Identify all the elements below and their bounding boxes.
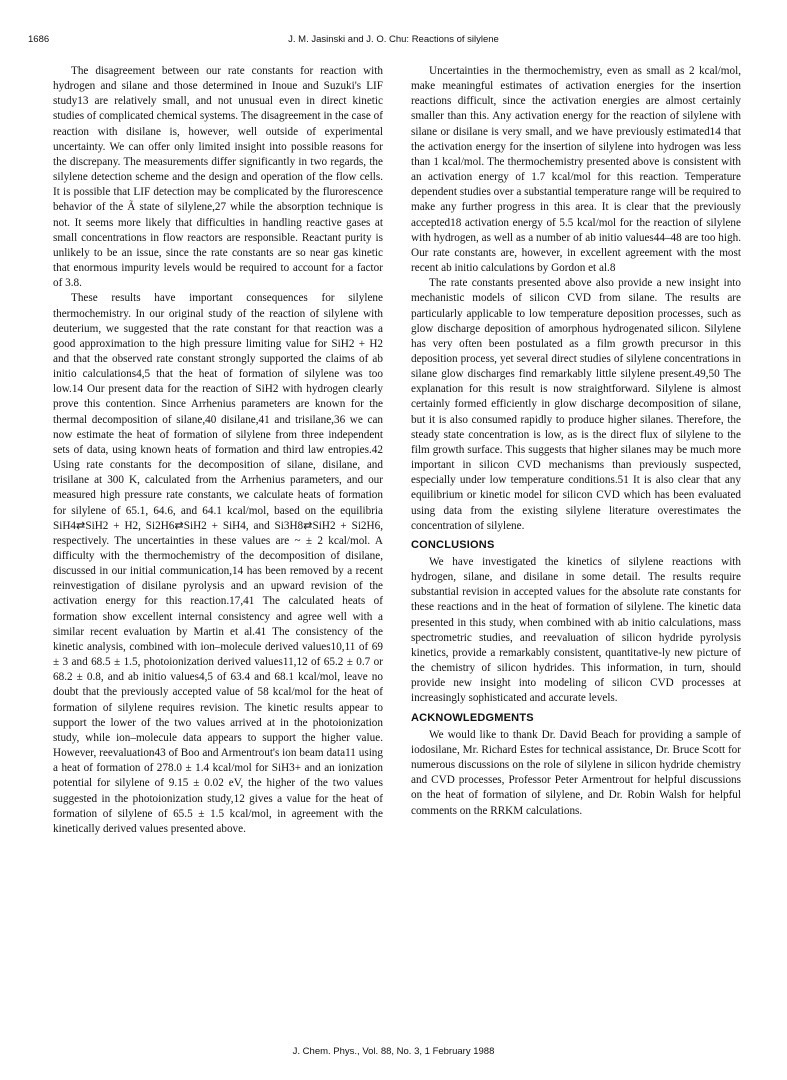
acknowledgments-paragraph: We would like to thank Dr. David Beach for providing a sample of iodosilane, Mr. Richard Estes for technical assistance, Dr. Bruce Scott for numerous discussions on the role of silylene in silicon hydride chemistry and CVD processes, Professor Peter Armentrout for helpful discussions on the heat of formation of silylene, and Dr. Robin Walsh for helpful comments on the RRKM calculations. bbox=[411, 728, 741, 817]
page-number: 1686 bbox=[28, 34, 50, 45]
article-body bbox=[53, 64, 741, 1036]
paragraph: The rate constants presented above also provide a new insight into mechanistic models of silicon CVD from silane. The results are particularly applicable to low temperature deposition processes, such as glow discharge deposition of amorphous hydrogenated silicon. Silylene has very often been postulated as a film growth precursor in this deposition process, yet several direct studies of silylene concentrations in silane glow discharges find remarkably little silylene present.49,50 The explanation for this result is now straightforward. Silylene is almost certainly formed efficiently in glow discharge decomposition of silane, but it is also consumed rapidly to produce higher silanes. Therefore, the steady state concentration is low, as is the direct flux of silylene to the film growth surface. This suggests that higher silanes may be much more important in silicon CVD mechanisms than previously suspected, especially under low temperature conditions.51 It is also clear that any equilibrium or kinetic model for silicon CVD which has been evaluated using data from the existing silylene literature overestimates the concentration of silylene. bbox=[411, 277, 741, 532]
paragraph: The disagreement between our rate constants for reaction with hydrogen and silane and those determined in Inoue and Suzuki's LIF study13 are relatively small, and not unusual even in direct kinetic studies of complicated chemical systems. The disagreement in the case of reaction with disilane is, however, well outside of experimental uncertainty. We can offer only limited insight into possible reasons for the discrepany. The measurements differ significantly in two regards, the silylene detection scheme and the design and operation of the flow cells. It is possible that LIF detection may be complicated by the flurorescence behavior of the Ã state of silylene,27 while the absorption technique is not. It seems more likely that difficulties in handling reactive gases at small concentrations in flow reactors are responsible. Reactant purity is unlikely to be an issue, since the rate constants are so near gas kinetic that enormous impurity levels would be required to account for a factor of 3.8. bbox=[53, 65, 383, 290]
running-head: J. M. Jasinski and J. O. Chu: Reactions of silylene bbox=[288, 34, 499, 45]
paragraph: These results have important consequences for silylene thermochemistry. In our original study of the reaction of silylene with deuterium, we suggested that the rate constant for that reaction was a good approximation to the high pressure limiting value for SiH2 + H2 and that the observed rate constant strongly supported the claims of ab initio calculations4,5 that the heat of formation of silylene was too low.14 Our present data for the reaction of SiH2 with hydrogen clearly prove this contention. Since Arrhenius parameters are known for the thermal decomposition of silane,40 disilane,41 and trisilane,36 we can now estimate the heat of formation of silylene from three independent sets of data, using known heats of formation and third law entropies.42 Using rate constants for the decomposition of silane, disilane, and trisilane at 300 K, calculated from the Arrhenius parameters, and our measured high pressure rate constants, we calculate heats of formation for silylene of 65.1, 64.6, and 64.1 kcal/mol, based on the equilibria SiH4⇄SiH2 + H2, Si2H6⇄SiH2 + SiH4, and Si3H8⇄SiH2 + Si2H6, respectively. The uncertainties in these values are ~ ± 2 kcal/mol. A difficulty with the thermochemistry of the decomposition of disilane, discussed in our initial communication,14 has been removed by a recent reinvestigation of disilane pyrolysis and an upward revision of the activation energy for this reaction.17,41 The calculated heats of formation show excellent internal consistency and agree well with a similar recent evaluation by Martin et al.41 The consistency of the kinetic analysis, combined with ion–molecule derived values10,11 of 69 ± 3 and 68.5 ± 1.5, photoionization derived values11,12 of 65.2 ± 0.7 or 68.2 ± 0.8, and ab initio values4,5 of 63.4 and 68.1 kcal/mol, leave no doubt that the previously accepted value of 58 kcal/mol for the heat of formation of silylene requires revision. The kinetic results appear to support the lower of the two values arrived at in the photoionization study, while ion–molecule data appears to support the higher value. However, reevaluation43 of Boo and Armentrout's ion beam data11 using a heat of formation of 278.0 ± 1.4 kcal/mol for SiH3+ and an ionization potential for silylene of 9.15 ± 0.02 eV, the higher of the two values suggested in the photoionization study,12 gives a value for the heat of formation of silylene of 65.5 ± 1.5 kcal/mol, in agreement with the kinetically derived values presented above. bbox=[53, 292, 383, 835]
conclusions-heading: CONCLUSIONS bbox=[411, 538, 495, 551]
acknowledgments-heading: ACKNOWLEDGMENTS bbox=[411, 711, 534, 724]
conclusions-paragraph: We have investigated the kinetics of silylene reactions with hydrogen, silane, and disilane in some detail. The results require substantial revision in accepted values for the absolute rate constants for these reactions and in the heat of formation of silylene. The kinetic data presented in this study, when combined with ab initio calculations, mass spectrometric studies, and reevaluation of silicon hydride pyrolysis kinetics, provide a remarkably consistent, quantitative-ly new picture of the chemistry of silicon hydrides. This information, in turn, should provide new insight into modeling of silicon CVD processes at increasingly sophisticated and accurate levels. bbox=[411, 556, 741, 705]
right-column bbox=[411, 64, 741, 1036]
left-column bbox=[53, 64, 383, 1036]
page-header bbox=[28, 34, 759, 50]
paragraph: Uncertainties in the thermochemistry, even as small as 2 kcal/mol, make meaningful estimates of activation energies for the insertion reactions difficult, since the activation energies are almost certainly smaller than this. Any activation energy for the reaction of silylene with silane or disilane is very small, and we have previously estimated14 that the activation energy for the insertion of silylene into hydrogen was less than 1 kcal/mol. The thermochemistry presented above is consistent with an activation energy of 1.7 kcal/mol for this reaction. Temperature dependent studies over a substantial temperature range will be required to make any further progress in this area. It is clear that the previously accepted18 activation energy of 5.5 kcal/mol for the reaction of silylene with hydrogen, as well as a number of ab initio values44–48 are too high. Our rate constants are, however, in excellent agreement with the most recent ab initio calculations by Gordon et al.8 bbox=[411, 65, 741, 275]
journal-citation-footer: J. Chem. Phys., Vol. 88, No. 3, 1 February 1988 bbox=[292, 1046, 495, 1057]
